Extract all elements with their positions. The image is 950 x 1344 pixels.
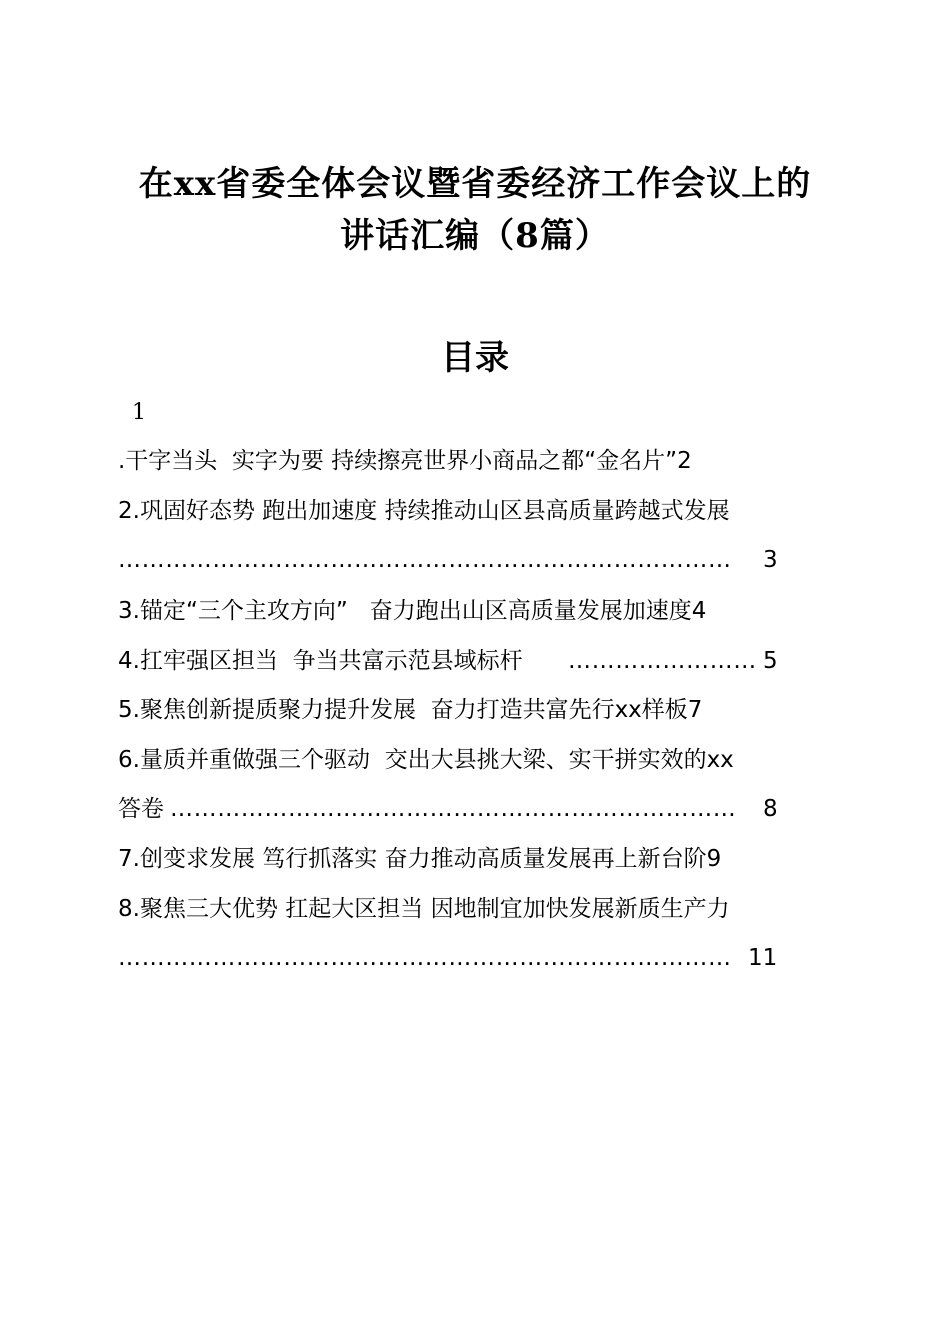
toc-entry-7[interactable] <box>118 842 828 876</box>
document-title-line-2: 讲话汇编（8篇） <box>340 216 610 256</box>
toc-entry-text: 7.创变求发展 笃行抓落实 奋力推动高质量发展再上新台阶 <box>118 846 707 872</box>
toc-entry-6[interactable] <box>118 743 828 777</box>
toc-leader-dots: ……………………………………………………………… <box>170 796 737 822</box>
toc-entry-text: .干字当头 实字为要 持续擦亮世界小商品之都“金名片” <box>118 448 678 474</box>
toc-entry-text: 6.量质并重做强三个驱动 交出大县挑大梁、实干拼实效的xx <box>118 747 734 773</box>
toc-entry-page: 9 <box>706 846 722 872</box>
toc-entry-page: 4 <box>691 598 707 624</box>
toc-entry-text: 8.聚焦三大优势 扛起大区担当 因地制宜加快发展新质生产力 <box>118 896 730 922</box>
toc-leader-dots: …………………… <box>568 648 757 674</box>
toc-heading: 目录 <box>441 338 509 378</box>
toc-entry-text: 答卷 <box>118 796 164 822</box>
toc-entry-page: 5 <box>763 648 778 674</box>
toc-entry-page: 11 <box>748 945 778 971</box>
document-title-line-1: 在xx省委全体会议暨省委经济工作会议上的 <box>138 164 812 204</box>
toc-leader-dots: …………………………………………………………………… <box>118 547 732 573</box>
toc-entry-page: 2 <box>677 448 692 474</box>
toc-entry-5[interactable] <box>118 693 828 727</box>
stray-number: 1 <box>132 400 146 425</box>
toc-entry-page: 8 <box>763 796 778 822</box>
toc-entry-6-continuation <box>118 792 168 826</box>
toc-entry-text: 3.锚定“三个主攻方向” 奋力跑出山区高质量发展加速度 <box>118 598 692 624</box>
toc-entry-text: 2.巩固好态势 跑出加速度 持续推动山区县高质量跨越式发展 <box>118 498 730 524</box>
toc-entry-text: 5.聚焦创新提质聚力提升发展 奋力打造共富先行xx样板 <box>118 697 688 723</box>
toc-entry-1[interactable] <box>118 444 828 478</box>
toc-entry-3[interactable] <box>118 594 828 628</box>
toc-entry-2[interactable] <box>118 494 828 528</box>
toc-entry-8[interactable] <box>118 892 828 926</box>
toc-entry-page: 3 <box>763 547 778 573</box>
toc-leader-dots: …………………………………………………………………… <box>118 945 732 971</box>
toc-entry-page: 7 <box>687 697 703 723</box>
toc-entry-text: 4.扛牢强区担当 争当共富示范县域标杆 <box>118 648 523 674</box>
